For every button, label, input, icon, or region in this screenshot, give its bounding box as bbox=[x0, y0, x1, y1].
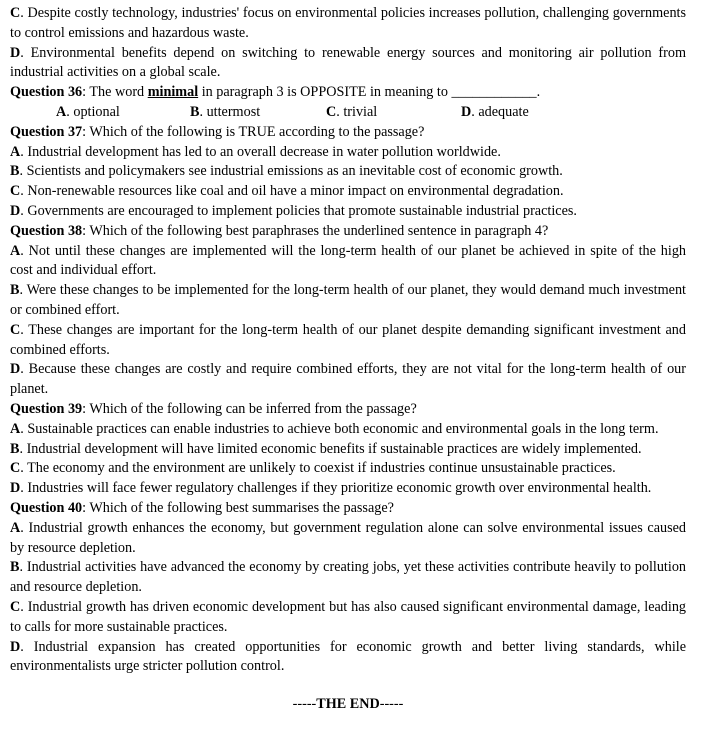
option-letter: C bbox=[10, 5, 21, 21]
question-label: Question 39 bbox=[10, 400, 83, 417]
q37-option-a: A. Industrial development has led to an overall decrease in water pollution worldwide. bbox=[10, 143, 501, 160]
q36-stem: Question 36: The word minimal in paragraph 3 is OPPOSITE in meaning to ____________. bbox=[10, 84, 541, 101]
question-label: Question 38 bbox=[10, 222, 83, 239]
q40-option-b: B. Industrial activities have advanced the economy by creating jobs, yet these activities contribute heavily to pollution and resource depletion. bbox=[10, 559, 687, 596]
q36-option-c: C. trivial bbox=[326, 103, 378, 120]
option-letter: D bbox=[10, 44, 21, 61]
q37-option-c: C. Non-renewable resources like coal and oil have a minor impact on environmental degradation. bbox=[10, 183, 564, 200]
q40-option-d: D. Industrial expansion has created opportunities for economic growth and better living standards, while environmentalists urge stricter pollution control. bbox=[10, 638, 686, 675]
q39-stem: Question 39: Which of the following can be inferred from the passage? bbox=[10, 400, 417, 417]
q36-option-b: B. uttermost bbox=[190, 103, 261, 120]
q39-option-c: C. The economy and the environment are unlikely to coexist if industries continue unsustainable practices. bbox=[10, 460, 616, 477]
q40-stem: Question 40: Which of the following best summarises the passage? bbox=[10, 499, 394, 516]
question-label: Question 40 bbox=[10, 499, 83, 516]
q38-option-c: C. These changes are important for the long-term health of our planet despite demanding significant investment and combined efforts. bbox=[10, 321, 686, 358]
q36-options bbox=[10, 103, 686, 123]
q37-option-b: B. Scientists and policymakers see industrial emissions as an inevitable cost of economic growth. bbox=[10, 163, 563, 180]
q39-option-a: A. Sustainable practices can enable industries to achieve both economic and environmental goals in the long term. bbox=[10, 420, 659, 437]
q37-option-d: D. Governments are encouraged to implement policies that promote sustainable industrial practices. bbox=[10, 202, 577, 219]
q35-option-d: D. Environmental benefits depend on switching to renewable energy sources and monitoring air pollution from industrial activities on a global scale. bbox=[10, 44, 686, 81]
q39-option-b: B. Industrial development will have limited economic benefits if sustainable practices are widely implemented. bbox=[10, 440, 642, 457]
question-label: Question 36 bbox=[10, 84, 83, 101]
q40-option-c: C. Industrial growth has driven economic development but has also caused significant environmental damage, leading to calls for more sustainable practices. bbox=[10, 598, 687, 635]
question-label: Question 37 bbox=[10, 123, 83, 140]
q38-option-d: D. Because these changes are costly and require combined efforts, they are not vital for the long-term health of our planet. bbox=[10, 361, 686, 398]
the-end-text: THE END bbox=[316, 696, 380, 713]
the-end-marker: -----THE END----- bbox=[292, 696, 404, 713]
option-text: Environmental benefits depend on switching to renewable energy sources and monitoring air pollution from industrial activities on a global scale. bbox=[10, 44, 686, 81]
q38-option-b: B. Were these changes to be implemented for the long-term health of our planet, they would demand much investment or combined effort. bbox=[10, 282, 686, 318]
q40-option-a: A. Industrial growth enhances the economy, but government regulation alone can solve environmental issues caused by resource depletion. bbox=[10, 519, 687, 556]
q36-option-d: D. adequate bbox=[461, 103, 529, 120]
q38-stem: Question 38: Which of the following best paraphrases the underlined sentence in paragraph 4? bbox=[10, 222, 549, 239]
q36-option-a: A. optional bbox=[56, 103, 120, 120]
q35-option-c: C. Despite costly technology, industries' focus on environmental policies increases pollution, challenging governments to control emissions and hazardous waste. bbox=[10, 5, 687, 41]
q37-stem: Question 37: Which of the following is TRUE according to the passage? bbox=[10, 123, 425, 140]
target-word: minimal bbox=[147, 84, 199, 101]
q38-option-a: A. Not until these changes are implemented will the long-term health of our planet be achieved in spite of the high cost and individual effort. bbox=[10, 242, 687, 279]
q39-option-d: D. Industries will face fewer regulatory challenges if they prioritize economic growth over environmental health. bbox=[10, 480, 652, 497]
option-text: Despite costly technology, industries' focus on environmental policies increases pollution, challenging governments to control emissions and hazardous waste. bbox=[10, 5, 687, 41]
